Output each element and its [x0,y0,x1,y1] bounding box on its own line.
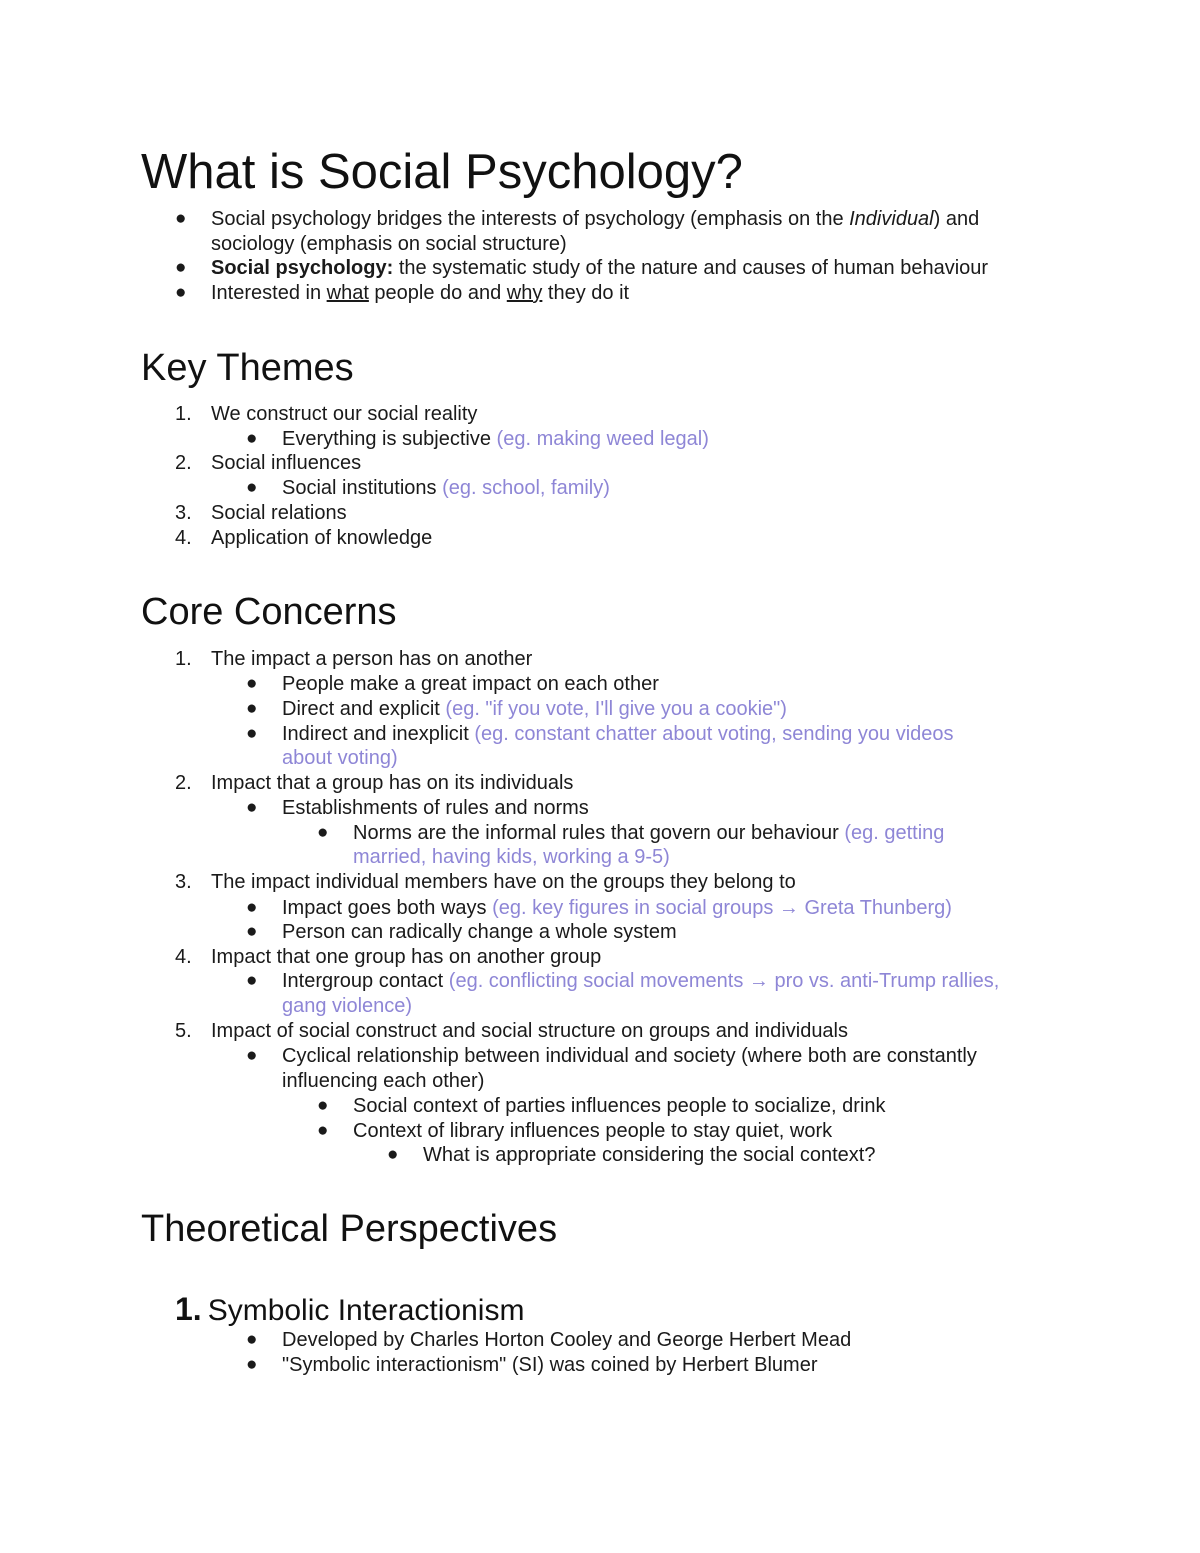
list-number: 5. [175,1020,192,1042]
example-text: (eg. key figures in social groups → Greta Thunberg) [492,897,952,919]
example-text: (eg. making weed legal) [496,428,709,450]
sub-list-item [282,896,952,920]
list-number: 4. [175,946,192,968]
bullet-icon: ● [387,1144,399,1165]
list-item: Social influences [211,452,362,474]
subsection-number: 1. [175,1291,202,1327]
text: ) and [933,208,980,230]
bullet-icon: ● [317,1120,329,1141]
bullet-icon: ● [246,477,258,498]
text: Intergroup contact [282,970,449,992]
section-heading-key-themes: Key Themes [141,347,354,389]
sub-list-item: "Symbolic interactionism" (SI) was coined by Herbert Blumer [282,1354,818,1376]
bullet-icon: ● [246,797,258,818]
text: Interested in [211,282,327,304]
example-text: (eg. getting [844,822,945,844]
example-text: (eg. "if you vote, I'll give you a cookie") [445,698,787,720]
text: Everything is subjective [282,428,497,450]
list-number: 2. [175,772,192,794]
sub-list-item [282,697,787,721]
list-number: 1. [175,648,192,670]
list-item: The impact a person has on another [211,648,533,670]
intro-bullet-1-cont: sociology (emphasis on social structure) [211,233,567,255]
bullet-icon: ● [175,257,187,278]
list-item: Social relations [211,502,347,524]
text: people do and [368,282,507,304]
text: Social psychology bridges the interests of psychology (emphasis on the [211,208,850,230]
example-text-cont: gang violence) [282,995,413,1017]
bullet-icon: ● [246,1329,258,1350]
underlined-text: what [326,282,369,304]
subsection-title: Symbolic Interactionism [207,1294,525,1327]
list-number: 3. [175,502,192,524]
sub-sub-sub-list-item: What is appropriate considering the social context? [423,1144,876,1166]
list-item: Impact of social construct and social structure on groups and individuals [211,1020,849,1042]
example-text: (eg. school, family) [442,477,610,499]
bullet-icon: ● [246,723,258,744]
list-item: Impact that a group has on its individuals [211,772,574,794]
list-item: Application of knowledge [211,527,433,549]
list-item: The impact individual members have on the groups they belong to [211,871,796,893]
example-text: (eg. conflicting social movements → pro vs. anti-Trump rallies, [448,970,1000,992]
list-item: Impact that one group has on another group [211,946,602,968]
list-item: We construct our social reality [211,403,478,425]
sub-list-item [282,476,610,500]
sub-sub-list-item: Context of library influences people to stay quiet, work [353,1120,833,1142]
bullet-icon: ● [246,673,258,694]
sub-list-item [282,427,709,451]
text: Direct and explicit [282,698,446,720]
bullet-icon: ● [246,1354,258,1375]
subsection-heading [175,1289,524,1331]
example-text-cont: about voting) [282,747,398,769]
example-text-cont: married, having kids, working a 9-5) [353,846,670,868]
list-number: 2. [175,452,192,474]
text: Indirect and inexplicit [282,723,475,745]
sub-list-item-cont: influencing each other) [282,1070,485,1092]
intro-bullet-3 [211,281,629,305]
intro-bullet-2 [211,256,988,280]
list-number: 1. [175,403,192,425]
text: Social institutions [282,477,443,499]
text: the systematic study of the nature and causes of human behaviour [393,257,989,279]
bullet-icon: ● [246,698,258,719]
list-number: 4. [175,527,192,549]
list-number: 3. [175,871,192,893]
text: Norms are the informal rules that govern our behaviour [353,822,845,844]
sub-list-item: Cyclical relationship between individual and society (where both are constantly [282,1045,977,1067]
bullet-icon: ● [317,822,329,843]
sub-list-item: People make a great impact on each other [282,673,659,695]
italic-text: Individual [849,208,934,230]
page-title: What is Social Psychology? [141,145,743,199]
sub-list-item: Developed by Charles Horton Cooley and George Herbert Mead [282,1329,852,1351]
example-text: (eg. constant chatter about voting, sending you videos [474,723,954,745]
sub-sub-list-item [353,821,944,845]
sub-list-item: Person can radically change a whole system [282,921,677,943]
sub-list-item [282,969,999,993]
section-heading-theoretical-perspectives: Theoretical Perspectives [141,1208,558,1250]
bullet-icon: ● [246,921,258,942]
intro-bullet-1 [211,207,979,231]
bullet-icon: ● [175,282,187,303]
text: Impact goes both ways [282,897,493,919]
bullet-icon: ● [246,428,258,449]
bullet-icon: ● [317,1095,329,1116]
text: they do it [542,282,630,304]
sub-list-item: Establishments of rules and norms [282,797,589,819]
bullet-icon: ● [246,1045,258,1066]
bullet-icon: ● [246,970,258,991]
bold-term: Social psychology: [211,257,394,279]
bullet-icon: ● [246,897,258,918]
section-heading-core-concerns: Core Concerns [141,591,397,633]
sub-sub-list-item: Social context of parties influences people to socialize, drink [353,1095,886,1117]
sub-list-item [282,722,954,746]
bullet-icon: ● [175,208,187,229]
underlined-text: why [506,282,543,304]
